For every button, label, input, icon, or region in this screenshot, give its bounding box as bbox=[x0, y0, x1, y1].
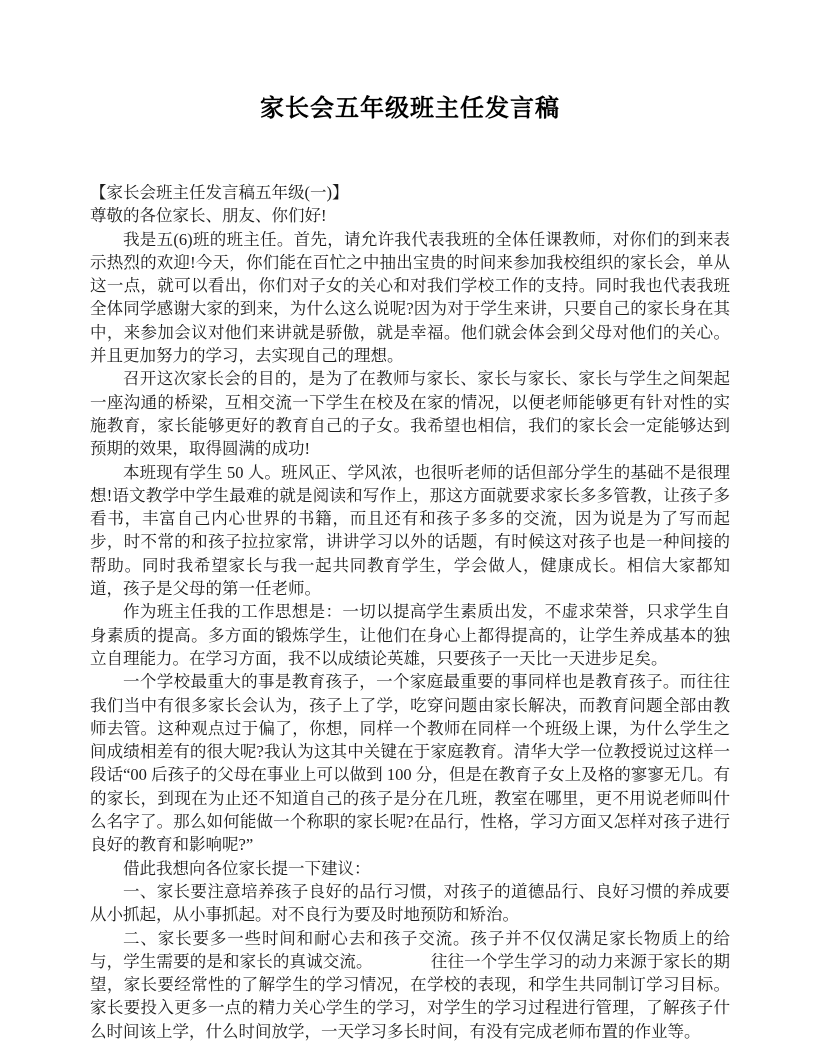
paragraph: 尊敬的各位家长、朋友、你们好! bbox=[90, 206, 327, 226]
paragraph: 召开这次家长会的目的，是为了在教师与家长、家长与家长、家长与学生之间架起一座沟通的桥梁，互相交流一下学生在校及在家的情况，以便老师能够更有针对性的实施教育，家长能够更好的教育自己的子女。我希望也相信，我们的家长会一定能够达到预期的效果，取得圆满的成功! bbox=[90, 369, 730, 459]
paragraph: 本班现有学生 50 人。班风正、学风浓，也很听老师的话但部分学生的基础不是很理想!语文教学中学生最难的就是阅读和写作上，那这方面就要求家长多多管教，让孩子多看书，丰富自己内心世界的书籍，而且还有和孩子多多的交流，因为说是为了写而起步，时不常的和孩子拉拉家常，讲讲学习以外的话题，有时候这对孩子也是一种间接的帮助。同时我希望家长与我一起共同教育学生，学会做人，健康成长。相信大家都知道，孩子是父母的第一任老师。 bbox=[90, 462, 730, 599]
paragraph: 一个学校最重大的事是教育孩子，一个家庭最重要的事同样也是教育孩子。而往往我们当中有很多家长会认为，孩子上了学，吃穿问题由家长解决，而教育问题全部由教师去管。这种观点过于偏了，你想，同样一个教师在同样一个班级上课，为什么学生之间成绩相差有的很大呢?我认为这其中关键在于家庭教育。清华大学一位教授说过这样一段话“00 后孩子的父母在事业上可以做到 100 分，但是在教育子女上及格的寥寥无几。有的家长，到现在为止还不知道自己的孩子是分在几班，教室在哪里，更不用说老师叫什么名字了。那么如何能做一个称职的家长呢?在品行，性格，学习方面又怎样对孩子进行良好的教育和影响呢?” bbox=[90, 672, 730, 855]
paragraph: 二、家长要多一些时间和耐心去和孩子交流。孩子并不仅仅满足家长物质上的给与，学生需要的是和家长的真诚交流。 往往一个学生学习的动力来源于家长的期望，家长要经常性的了解学生的学习情况，在学校的表现，和学生共同制订学习目标。家长要投入更多一点的精力关心学生的学习，对学生的学习过程进行管理，了解孩子什么时间该上学，什么时间放学，一天学习多长时间，有没有完成老师布置的作业等。 bbox=[90, 928, 730, 1041]
paragraph: 借此我想向各位家长提一下建议： bbox=[123, 858, 371, 878]
document-body bbox=[90, 181, 730, 1043]
document-title: 家长会五年级班主任发言稿 bbox=[260, 96, 560, 122]
paragraph: 我是五(6)班的班主任。首先，请允许我代表我班的全体任课教师，对你们的到来表示热烈的欢迎!今天，你们能在百忙之中抽出宝贵的时间来参加我校组织的家长会，单从这一点，就可以看出，你们对子女的关心和对我们学校工作的支持。同时我也代表我班全体同学感谢大家的到来，为什么这么说呢?因为对于学生来讲，只要自己的家长身在其中，来参加会议对他们来讲就是骄傲，就是幸福。他们就会体会到父母对他们的关心。并且更加努力的学习，去实现自己的理想。 bbox=[90, 229, 730, 366]
paragraph: 一、家长要注意培养孩子良好的品行习惯，对孩子的道德品行、良好习惯的养成要从小抓起，从小事抓起。对不良行为要及时地预防和矫治。 bbox=[90, 881, 730, 925]
paragraph: 作为班主任我的工作思想是：一切以提高学生素质出发，不虚求荣誉，只求学生自身素质的提高。多方面的锻炼学生，让他们在身心上都得提高的，让学生养成基本的独立自理能力。在学习方面，我不以成绩论英雄，只要孩子一天比一天进步足矣。 bbox=[90, 602, 730, 668]
paragraph: 【家长会班主任发言稿五年级(一)】 bbox=[90, 183, 349, 202]
